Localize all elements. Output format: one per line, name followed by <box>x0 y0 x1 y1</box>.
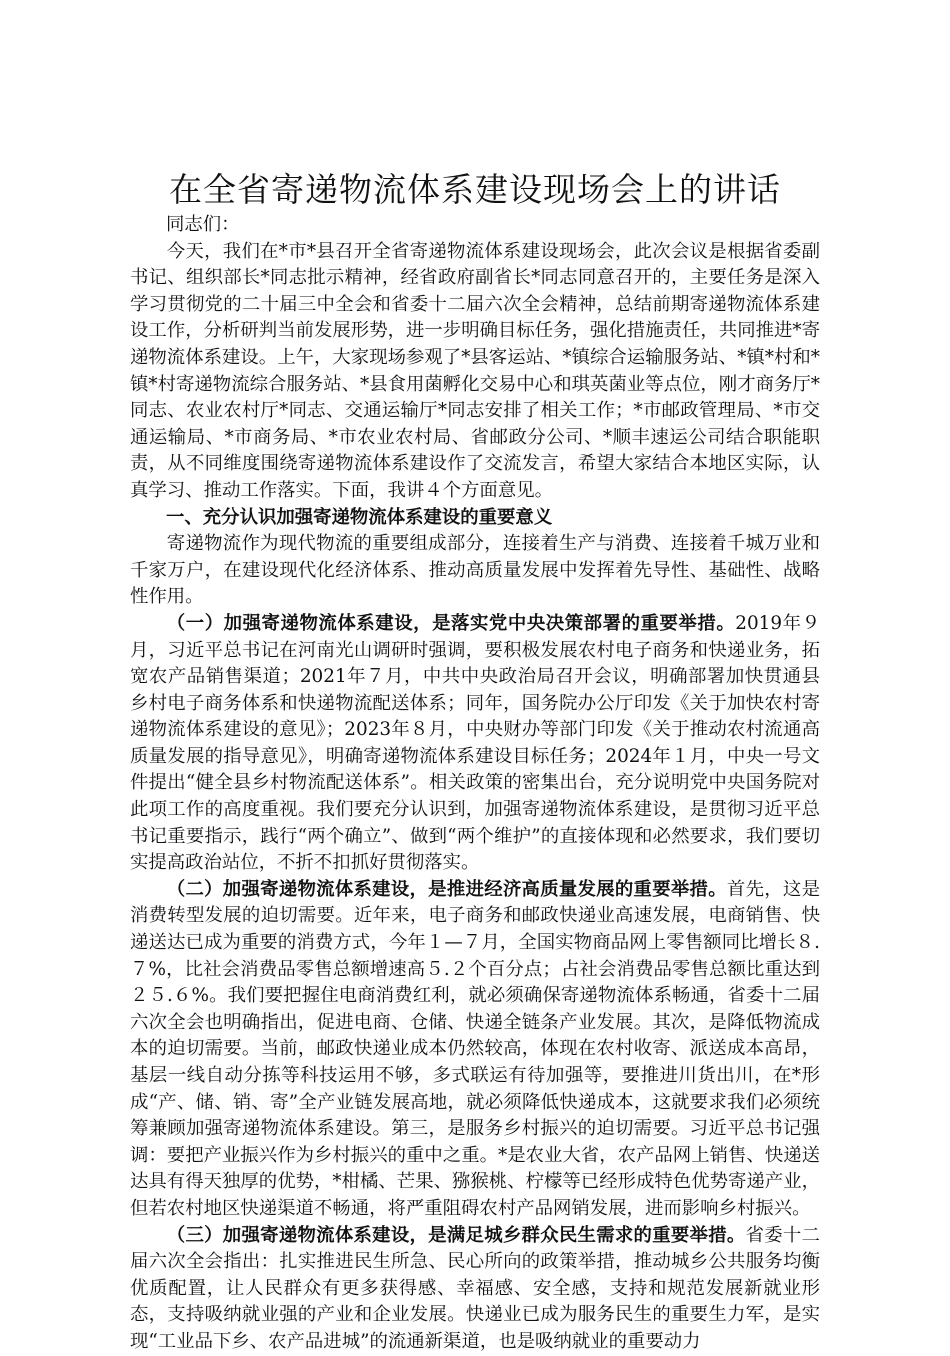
paragraph-1 <box>130 611 820 877</box>
salutation: 同志们： <box>166 214 240 235</box>
section-heading-1: 一、充分认识加强寄递物流体系建设的重要意义 <box>166 506 553 528</box>
paragraph-1-body: 2019年９月，习近平总书记在河南光山调研时强调，要积极发展农村电子商务和快递业务，拓宽农产品销售渠道；2021年７月，中共中央政治局召开会议，明确部署加快贯通县乡村电子商务体系和快递物流配送体系；同年，国务院办公厅印发《关于加快农村寄递物流体系建设的意见》；2023年８月，中央财办等部门印发《关于推动农村流通高质量发展的指导意见》，明确寄递物流体系建设目标任务；2024年１月，中央一号文件提出“健全县乡村物流配送体系”。相关政策的密集出台，充分说明党中央国务院对此项工作的高度重视。我们要充分认识到，加强寄递物流体系建设，是贯彻习近平总书记重要指示，践行“两个确立”、做到“两个维护”的直接体现和必然要求，我们要切实提高政治站位，不折不扣抓好贯彻落实。 <box>130 612 820 874</box>
section1-intro-paragraph: 寄递物流作为现代物流的重要组成部分，连接着生产与消费、连接着千城万业和千家万户，在建设现代化经济体系、推动高质量发展中发挥着先导性、基础性、战略性作用。 <box>130 533 820 608</box>
paragraph-1-lead: （一）加强寄递物流体系建设，是落实党中央决策部署的重要举措。 <box>166 612 736 634</box>
paragraph-3-body: 省委十二届六次全会指出：扎实推进民生所急、民心所向的政策举措，推动城乡公共服务均衡优质配置，让人民群众有更多获得感、幸福感、安全感，支持和规范发展新就业形态，支持吸纳就业强的产业和企业发展。快递业已成为服务民生的重要生力军，是实现“工业品下乡、农产品进城”的流通新渠道，也是吸纳就业的重要动力 <box>130 1224 820 1352</box>
paragraph-3 <box>130 1223 820 1356</box>
document-page <box>130 168 820 1356</box>
paragraph-3-lead: （三）加强寄递物流体系建设，是满足城乡群众民生需求的重要举措。 <box>166 1224 746 1246</box>
intro-paragraph: 今天，我们在*市*县召开全省寄递物流体系建设现场会，此次会议是根据省委副书记、组织部长*同志批示精神，经省政府副省长*同志同意召开的，主要任务是深入学习贯彻党的二十届三中全会和省委十二届六次全会精神，总结前期寄递物流体系建设工作，分析研判当前发展形势，进一步明确目标任务，强化措施责任，共同推进*寄递物流体系建设。上午，大家现场参观了*县客运站、*镇综合运输服务站、*镇*村和*镇*村寄递物流综合服务站、*县食用菌孵化交易中心和琪英菌业等点位，刚才商务厅*同志、农业农村厅*同志、交通运输厅*同志安排了相关工作；*市邮政管理局、*市交通运输局、*市商务局、*市农业农村局、省邮政分公司、*顺丰速运公司结合职能职责，从不同维度围绕寄递物流体系建设作了交流发言，希望大家结合本地区实际，认真学习、推动工作落实。下面，我讲４个方面意见。 <box>130 240 820 501</box>
document-title: 在全省寄递物流体系建设现场会上的讲话 <box>169 170 781 209</box>
paragraph-2 <box>130 877 820 1223</box>
paragraph-2-body: 首先，这是消费转型发展的迫切需要。近年来，电子商务和邮政快递业高速发展，电商销售、快递送达已成为重要的消费方式，今年１—７月，全国实物商品网上零售额同比增长８.７%，比社会消费品零售总额增速高５.２个百分点；占社会消费品零售总额比重达到２５.６%。我们要把握住电商消费红利，就必须确保寄递物流体系畅通，省委十二届六次全会也明确指出，促进电商、仓储、快递全链条产业发展。其次，是降低物流成本的迫切需要。当前，邮政快递业成本仍然较高，体现在农村收寄、派送成本高昂，基层一线自动分拣等科技运用不够，多式联运有待加强等，要推进川货出川，在*形成“产、储、销、寄”全产业链发展高地，就必须降低快递成本，这就要求我们必须统筹兼顾加强寄递物流体系建设。第三，是服务乡村振兴的迫切需要。习近平总书记强调：要把产业振兴作为乡村振兴的重中之重。*是农业大省，农产品网上销售、快递送达具有得天独厚的优势，*柑橘、芒果、猕猴桃、柠檬等已经形成特色优势寄递产业，但若农村地区快递渠道不畅通，将严重阻碍农村产品网销发展，进而影响乡村振兴。 <box>130 878 820 1219</box>
paragraph-2-lead: （二）加强寄递物流体系建设，是推进经济高质量发展的重要举措。 <box>166 878 727 900</box>
